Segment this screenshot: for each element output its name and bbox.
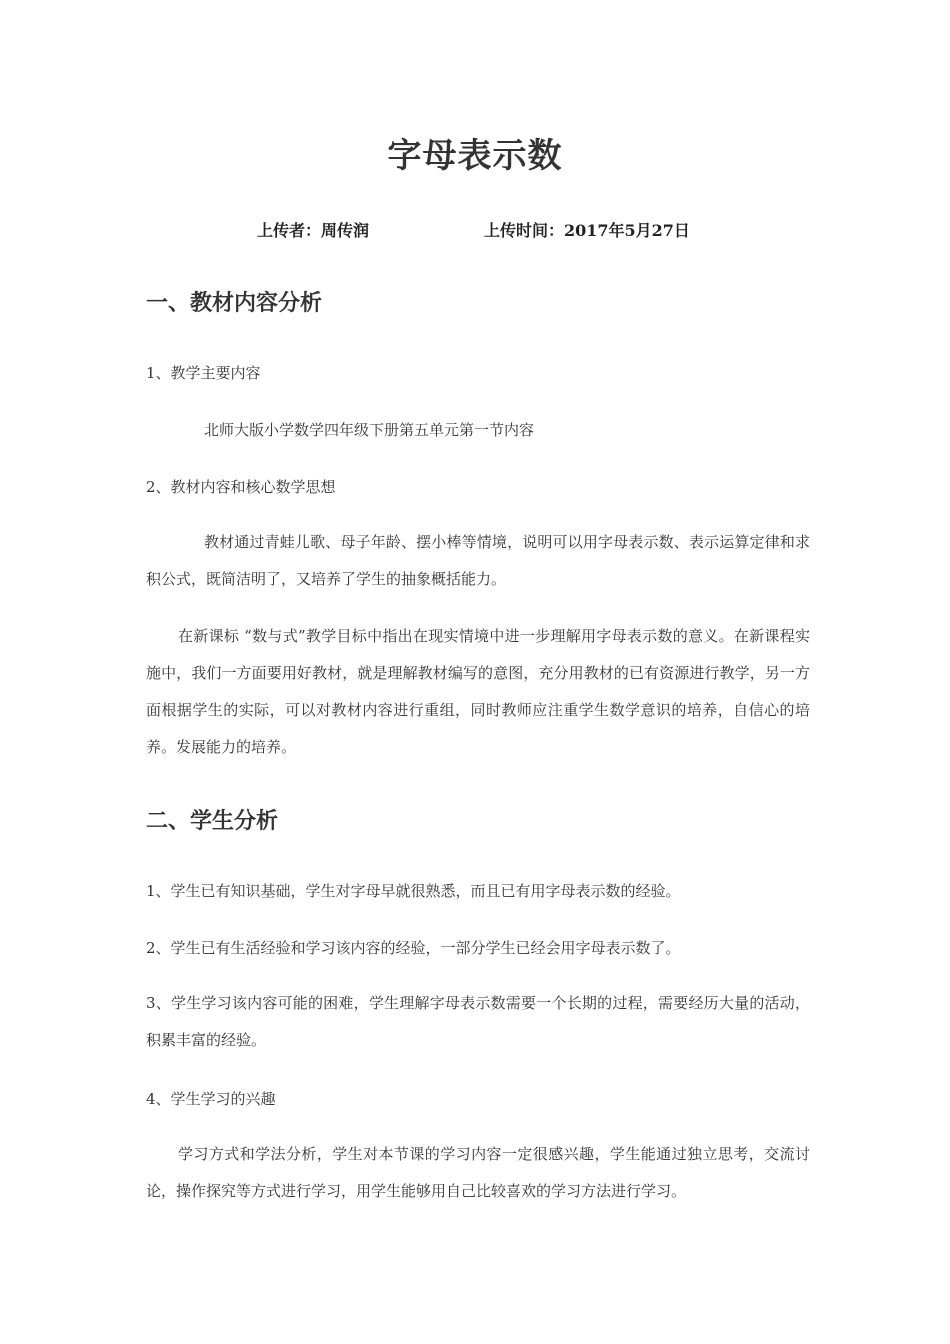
item-label-core-ideas: 2、教材内容和核心数学思想 bbox=[146, 478, 336, 496]
upload-time-text: 上传时间：2017年5月27日 bbox=[484, 221, 690, 240]
item-text-main-content: 北师大版小学数学四年级下册第五单元第一节内容 bbox=[204, 421, 535, 439]
student-item-4-label: 4、学生学习的兴趣 bbox=[146, 1090, 276, 1108]
student-item-3: 3、学生学习该内容可能的困难，学生理解字母表示数需要一个长期的过程，需要经历大量的活动，积累丰富的经验。 bbox=[146, 994, 810, 1049]
section-heading-material-analysis: 一、教材内容分析 bbox=[146, 290, 323, 316]
uploader-text: 上传者：周传润 bbox=[257, 221, 370, 240]
paragraph-core-ideas: 教材通过青蛙儿歌、母子年龄、摆小棒等情境，说明可以用字母表示数、表示运算定律和求积公式，既简洁明了，又培养了学生的抽象概括能力。 bbox=[146, 533, 810, 588]
paragraph-curriculum: 在新课标 “数与式”教学目标中指出在现实情境中进一步理解用字母表示数的意义。在新课程实施中，我们一方面要用好教材，就是理解教材编写的意图，充分用教材的已有资源进行教学，另一方面根据学生的实际，可以对教材内容进行重组，同时教师应注重学生数学意识的培养，自信心的培养。发展能力的培养。 bbox=[146, 627, 810, 756]
student-item-1: 1、学生已有知识基础，学生对字母早就很熟悉，而且已有用字母表示数的经验。 bbox=[146, 882, 681, 900]
item-label-main-content: 1、教学主要内容 bbox=[146, 364, 261, 382]
student-item-2: 2、学生已有生活经验和学习该内容的经验，一部分学生已经会用字母表示数了。 bbox=[146, 939, 681, 957]
section-heading-student-analysis: 二、学生分析 bbox=[146, 808, 279, 834]
student-item-4-text: 学习方式和学法分析，学生对本节课的学习内容一定很感兴趣，学生能通过独立思考，交流讨论，操作探究等方式进行学习，用学生能够用自己比较喜欢的学习方法进行学习。 bbox=[146, 1145, 810, 1200]
document-title: 字母表示数 bbox=[387, 136, 563, 176]
